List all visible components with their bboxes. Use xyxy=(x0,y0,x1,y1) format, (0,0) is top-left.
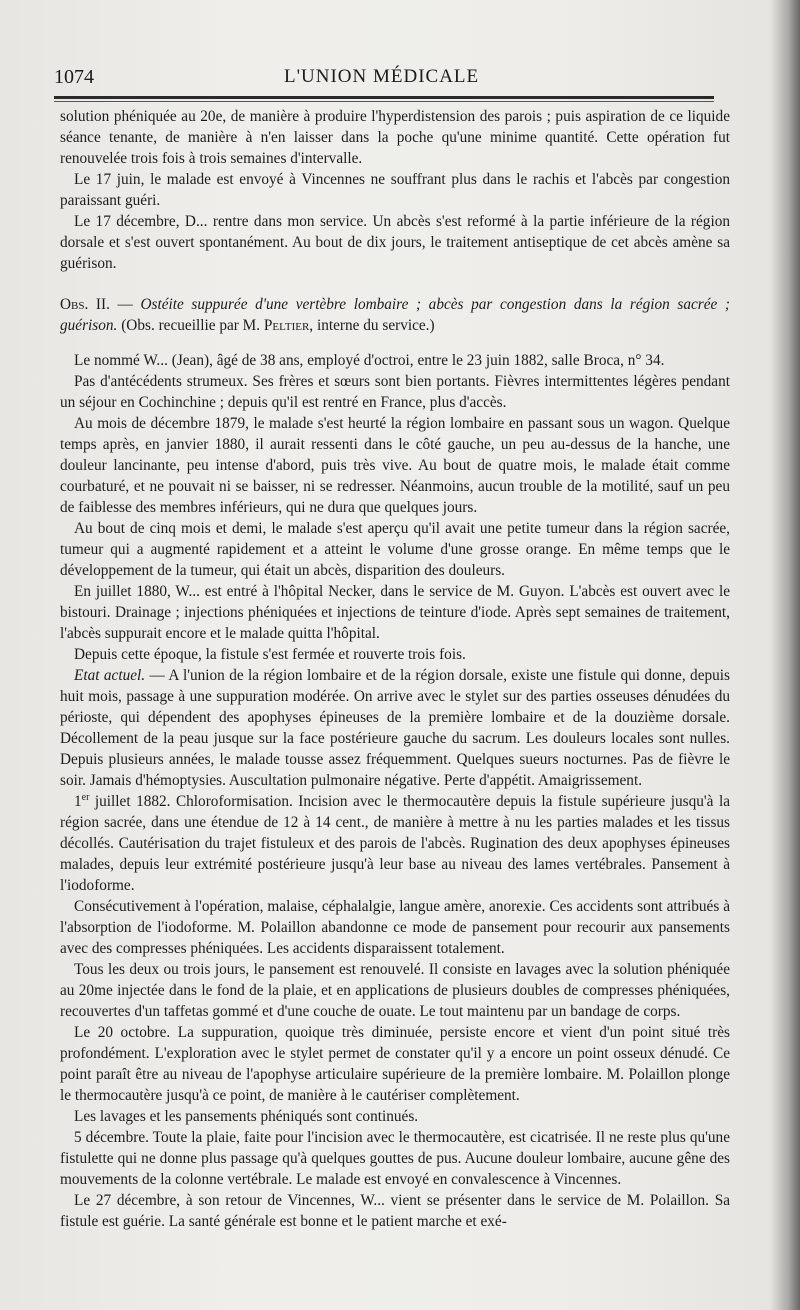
paragraph: Le 17 décembre, D... rentre dans mon service. Un abcès s'est reformé à la partie inférieure de la région dorsale et s'est ouvert spontanément. Au bout de dix jours, le traitement antiseptique de cet abcès amène sa guérison. xyxy=(60,213,730,272)
article-body xyxy=(60,106,730,1232)
paragraph: Au bout de cinq mois et demi, le malade s'est aperçu qu'il avait une petite tumeur dans la région sacrée, tumeur qui a augmenté rapidement et a atteint le volume d'une grosse orange. En même temps que le développement de la tumeur, qui était un abcès, disparition des douleurs. xyxy=(60,520,730,579)
observation-credit-end: , interne du service.) xyxy=(309,317,435,334)
observation-number: Obs. II. xyxy=(60,296,110,313)
page-number: 1074 xyxy=(54,66,94,88)
paragraph: Pas d'antécédents strumeux. Ses frères et sœurs sont bien portants. Fièvres intermittentes légères pendant un séjour en Cochinchine ; depuis qu'il est rentré en France, plus d'accès. xyxy=(60,373,730,411)
paragraph: Consécutivement à l'opération, malaise, céphalalgie, langue amère, anorexie. Ces accidents sont attribués à l'absorption de l'iodoforme. M. Polaillon abandonne ce mode de pansement pour recourir aux pansements avec des compresses phéniquées. Les accidents disparaissent totalement. xyxy=(60,898,730,957)
date-day: 1 xyxy=(74,793,82,810)
paragraph: Le 20 octobre. La suppuration, quoique très diminuée, persiste encore et vient d'un point situé très profondément. L'exploration avec le stylet permet de constater qu'il y a encore un point osseux dénudé. Ce point paraît être au niveau de l'apophyse articulaire supérieure de la première lombaire. M. Polaillon plonge le thermocautère jusqu'à ce point, de manière à le cautériser complètement. xyxy=(60,1024,730,1104)
journal-title: L'UNION MÉDICALE xyxy=(284,66,480,87)
observation-heading xyxy=(60,294,730,336)
running-header xyxy=(54,62,714,92)
etat-actuel-text: — A l'union de la région lombaire et de la région dorsale, existe une fistule qui donne, depuis huit mois, passage à une suppuration modérée. On arrive avec le stylet sur des parties osseuses dénudées du périoste, qui dépendent des apophyses épineuses de la première lombaire et de la douzième dorsale. Décollement de la peau jusque sur la face postérieure gauche du sacrum. Les douleurs locales sont nulles. Depuis plusieurs années, le malade tousse assez fréquemment. Quelques sueurs nocturnes. Pas de fièvre le soir. Jamais d'hémoptysies. Auscultation pulmonaire négative. Perte d'appétit. Amaigrissement. xyxy=(60,667,730,789)
juillet-text: juillet 1882. Chloroformisation. Incision avec le thermocautère depuis la fistule supérieure jusqu'à la région sacrée, dans une étendue de 12 à 14 cent., de manière à mettre à nu les parties malades et les tissus décollés. Cautérisation du trajet fistuleux et des parois de l'abcès. Rugination des deux apophyses épineuses malades, depuis leur extrémité postérieure jusqu'à leur base au niveau des lames vertébrales. Pansement à l'iodoforme. xyxy=(60,793,730,894)
paragraph: solution phéniquée au 20e, de manière à produire l'hyperdistension des parois ; puis aspiration de ce liquide séance tenante, de manière à n'en laisser dans la poche qu'une minime quantité. Cette opération fut renouvelée trois fois à trois semaines d'intervalle. xyxy=(60,108,730,167)
observation-credit: (Obs. recueillie par M. xyxy=(117,317,264,334)
paragraph: Tous les deux ou trois jours, le pansement est renouvelé. Il consiste en lavages avec la solution phéniquée au 20me injectée dans le fond de la plaie, et en applications de plusieurs doubles de compresses phéniquées, recouvertes d'un taffetas gommé et d'une couche de ouate. Le tout maintenu par un bandage de corps. xyxy=(60,961,730,1020)
paragraph: 5 décembre. Toute la plaie, faite pour l'incision avec le thermocautère, est cicatrisée. Il ne reste plus qu'une fistulette qui ne donne plus passage qu'à quelques gouttes de pus. Aucune douleur lombaire, aucune gêne des mouvements de la colonne vertébrale. Le malade est envoyé en convalescence à Vincennes. xyxy=(60,1129,730,1188)
observation-dash: — xyxy=(109,296,141,313)
paragraph-etat-actuel xyxy=(60,665,730,791)
observation-author: Peltier xyxy=(263,317,310,334)
observation-title: Ostéite suppurée d'une vertèbre lombaire ; abcès par congestion dans la région sacrée ; guérison. xyxy=(60,296,730,334)
paragraph: Depuis cette époque, la fistule s'est fermée et rouverte trois fois. xyxy=(74,646,466,663)
paragraph-juillet xyxy=(60,791,730,896)
date-suffix: er xyxy=(81,791,90,803)
etat-actuel-label: Etat actuel. xyxy=(74,667,146,684)
paragraph: En juillet 1880, W... est entré à l'hôpital Necker, dans le service de M. Guyon. L'abcès est ouvert avec le bistouri. Drainage ; injections phéniquées et injections de teinture d'iode. Après sept semaines de traitement, l'abcès suppurait encore et le malade quitta l'hôpital. xyxy=(60,583,730,642)
paragraph: Le 27 décembre, à son retour de Vincennes, W... vient se présenter dans le service de M. Polaillon. Sa fistule est guérie. La santé générale est bonne et le patient marche et exé- xyxy=(60,1192,730,1230)
paragraph: Le nommé W... (Jean), âgé de 38 ans, employé d'octroi, entre le 23 juin 1882, salle Broca, n° 34. xyxy=(74,352,665,369)
paragraph: Les lavages et les pansements phéniqués sont continués. xyxy=(74,1108,419,1125)
page-spine-shadow xyxy=(770,0,800,1310)
paragraph: Le 17 juin, le malade est envoyé à Vincennes ne souffrant plus dans le rachis et l'abcès par congestion paraissant guéri. xyxy=(60,171,730,209)
paragraph: Au mois de décembre 1879, le malade s'est heurté la région lombaire en passant sous un wagon. Quelque temps après, en janvier 1880, il aurait ressenti dans le côté gauche, un peu au-dessus de la hanche, une douleur lancinante, peu intense d'abord, puis très vive. Au bout de quatre mois, le malade était comme courbaturé, et ne pouvait ni se baisser, ni se redresser. Néanmoins, aucun trouble de la motilité, sauf un peu de faiblesse des membres inférieurs, qui ne dura que quelques jours. xyxy=(60,415,730,516)
header-rule-thin xyxy=(54,101,714,102)
header-rule xyxy=(54,96,714,99)
